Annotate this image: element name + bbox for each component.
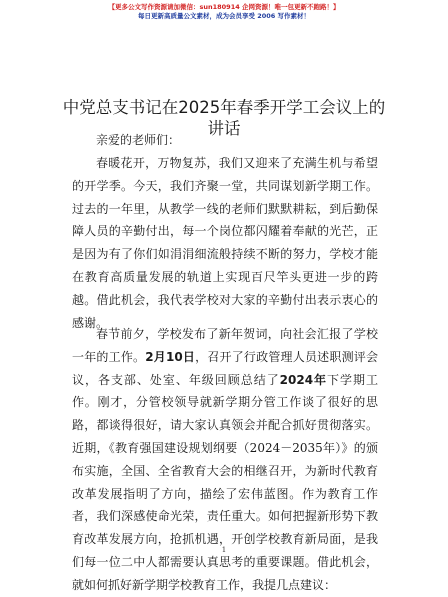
body-paragraph-1: 春暖花开，万物复苏，我们又迎来了充满生机与希望的开学季。今天，我们齐聚一堂，共同谋划新学期工作。过去的一年里，从教学一线的老师们默默耕耘，到后勤保障人员的辛勤付出，每一个岗位都闪耀着奉献的光芒，正是因为有了你们如涓涓细流般持续不断的努力，学校才能在教育高质量发展的轨道上实现百尺竿头更进一步的跨越。借此机会，我代表学校对大家的辛勤付出表示衷心的感谢。 — [72, 156, 378, 330]
document-title: 中党总支书记在2025年春季开学工会议上的讲话 — [62, 98, 386, 139]
paragraph-2-text-c: 下学期工作。刚才，分管校领导就新学期分管工作谈了很好的思路，都谈得很好，请大家认真领会并配合抓好贯彻落实。近期，《教育强国建设规划纲要（2024－2035年）》的颁布实施，全国、全省教育大会的相继召开，为新时代教育改革发展指明了方向，描绘了宏伟蓝图。作为教育工作者，我们深感使命光荣，责任重大。如何把握新形势下教育改革发展方向，抢抓机遇，开创学校教育新局面，是我们每一位二中人都需要认真思考的重要课题。借此机会，就如何抓好新学期学校教育工作，我提几点建议： — [72, 372, 378, 592]
meeting-date: 2月10日 — [145, 349, 196, 364]
paragraph-2-text-b: ，召开了行政管理人员述职测评会议，各支部、处室、年级回顾总结了 — [72, 349, 378, 387]
review-year: 2024年 — [279, 372, 328, 387]
promo-banner-line-1: 【更多公文写作资源请加微信：sun180914 企网资源！唯一包更新不跑路！】 — [108, 3, 340, 11]
promo-banner — [0, 3, 448, 21]
paragraph-2-text-a: 春节前夕，学校发布了新年贺词，向社会汇报了学校一年的工作。 — [72, 327, 378, 364]
promo-banner-line-2: 每日更新高质量公文素材，成为会员享受 2006 写作素材！ — [137, 12, 311, 20]
salutation: 亲爱的老师们： — [96, 133, 181, 147]
body-paragraph-2 — [72, 323, 378, 597]
page-number: 1 — [221, 546, 227, 554]
